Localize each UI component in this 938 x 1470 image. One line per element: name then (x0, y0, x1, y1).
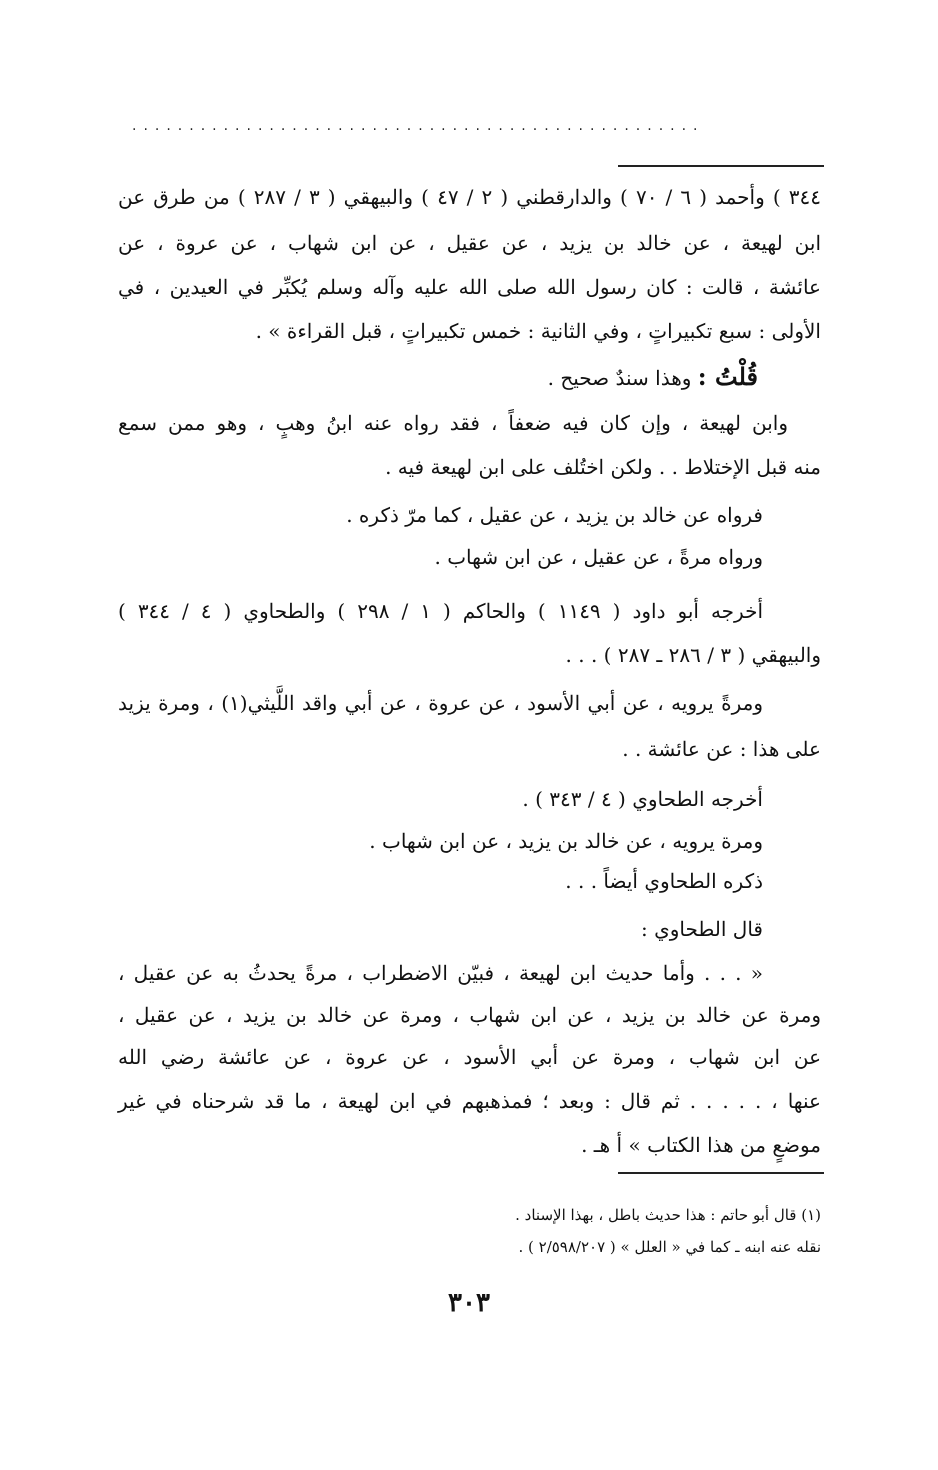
page-number: ٣٠٣ (448, 1288, 490, 1318)
text-line-14: أخرجه الطحاوي ( ٤ / ٣٤٣ ) . (522, 787, 763, 811)
text-line-11: والبيهقي ( ٣ / ٢٨٦ ـ ٢٨٧ ) . . . (565, 643, 821, 667)
text-line-4: الأولى : سبع تكبيراتٍ ، وفي الثانية : خمس تكبيراتٍ ، قبل القراءة » . (255, 319, 821, 343)
text-line-17: قال الطحاوي : (640, 917, 763, 941)
text-line-3: عائشة ، قالت : كان رسول الله صلى الله عليه وآله وسلم يُكبِّر في العيدين ، في (118, 275, 821, 299)
text-line-20: عن ابن شهاب ، ومرة عن أبي الأسود ، عن عروة ، عن عائشة رضي الله (118, 1045, 821, 1069)
text-line-19: ومرة عن خالد بن يزيد ، عن ابن شهاب ، ومرة عن خالد بن يزيد ، عن عقيل ، (118, 1003, 821, 1027)
text-line-13: على هذا : عن عائشة . . (622, 737, 821, 761)
text-line-8: فرواه عن خالد بن يزيد ، عن عقيل ، كما مرّ ذكره . (346, 503, 763, 527)
text-line-1: ٣٤٤ ) وأحمد ( ٦ / ٧٠ ) والدارقطني ( ٢ / ٤٧ ) والبيهقي ( ٣ / ٢٨٧ ) من طرق عن (118, 185, 821, 209)
text-line-9: ورواه مرةً ، عن عقيل ، عن ابن شهاب . (434, 545, 763, 569)
qultu-text: وهذا سندٌ صحيح . (547, 366, 692, 390)
text-line-15: ومرة يرويه ، عن خالد بن يزيد ، عن ابن شهاب . (369, 829, 763, 853)
text-line-6: وابن لهيعة ، وإن كان فيه ضعفاً ، فقد رواه عنه ابنُ وهبٍ ، وهو ممن سمع (118, 411, 788, 435)
footnote-divider (618, 1172, 824, 1174)
qultu-paragraph (118, 362, 758, 394)
footnote-2: نقله عنه ابنه ـ كما في « العلل » ( ٢/٥٩٨/٢٠٧ ) . (518, 1238, 821, 1256)
top-divider (618, 165, 824, 167)
footnote-1: (١) قال أبو حاتم : هذا حديث باطل ، بهذا الإسناد . (515, 1206, 821, 1224)
text-line-21: عنها ، . . . . . ثم قال : وبعد ؛ فمذهبهم في ابن لهيعة ، ما قد شرحناه في غير (118, 1089, 821, 1113)
text-line-22: موضعٍ من هذا الكتاب » أ هـ . (581, 1133, 821, 1157)
text-line-16: ذكره الطحاوي أيضاً . . . (565, 869, 763, 893)
qultu-lead: قُلْتُ : (697, 362, 758, 391)
header-dotted-line: .................................................. (132, 118, 705, 134)
text-line-18: « . . . وأما حديث ابن لهيعة ، فبيّن الاضطراب ، مرةً يحدثُ به عن عقيل ، (118, 961, 763, 985)
text-line-10: أخرجه أبو داود ( ١١٤٩ ) والحاكم ( ١ / ٢٩٨ ) والطحاوي ( ٤ / ٣٤٤ ) (118, 599, 764, 623)
text-line-12: ومرةً يرويه ، عن أبي الأسود ، عن عروة ، عن أبي واقد اللَّيثي(١) ، ومرة يزيد (118, 691, 763, 715)
text-line-2: ابن لهيعة ، عن خالد بن يزيد ، عن عقيل ، عن ابن شهاب ، عن عروة ، عن (118, 231, 821, 255)
text-line-7: منه قبل الإختلاط . . ولكن اختُلف على ابن لهيعة فيه . (385, 455, 821, 479)
